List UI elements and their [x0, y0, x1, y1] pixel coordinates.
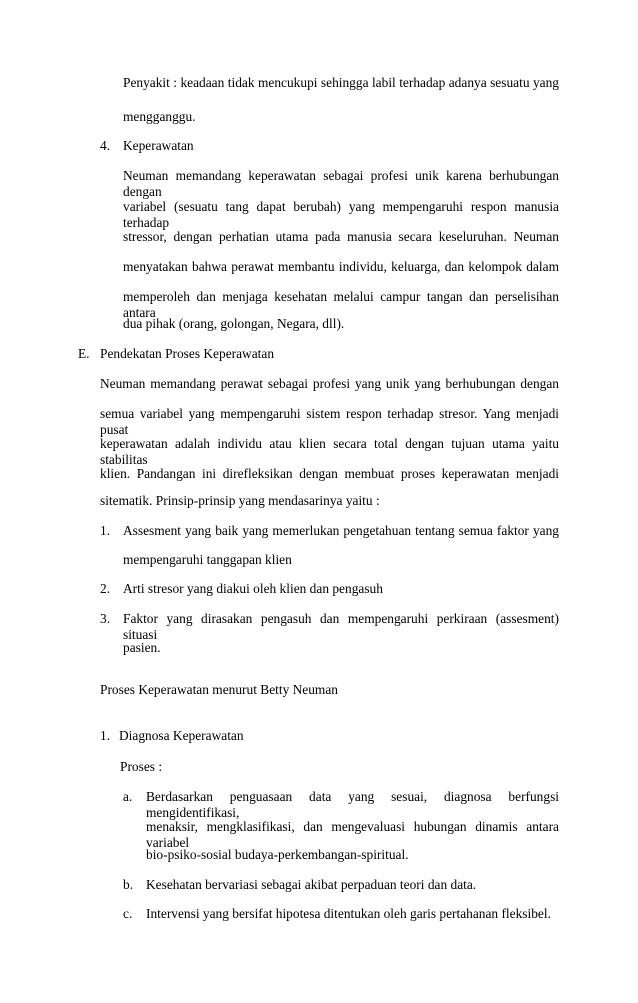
item-4-title: Keperawatan: [123, 138, 194, 153]
point-letter: a.: [123, 789, 133, 804]
subheading-betty-neuman: Proses Keperawatan menurut Betty Neuman: [100, 682, 338, 697]
principle-number: 2.: [100, 581, 111, 596]
point-line: bio-psiko-sosial budaya-perkembangan-spiritual.: [146, 847, 409, 862]
principle-number: 3.: [100, 611, 111, 626]
principle-line: mempengaruhi tanggapan klien: [123, 552, 292, 567]
principle-line: pasien.: [123, 640, 161, 655]
section-e-line: klien. Pandangan ini direfleksikan dengan membuat proses keperawatan menjadi: [100, 466, 559, 481]
item-4-number: 4.: [100, 138, 111, 153]
principle-number: 1.: [100, 523, 111, 538]
point-letter: b.: [123, 877, 134, 892]
principle-line: Arti stresor yang diakui oleh klien dan pengasuh: [123, 581, 383, 596]
diagnosis-title: Diagnosa Keperawatan: [119, 728, 244, 743]
penyakit-line-2: mengganggu.: [123, 109, 196, 124]
section-e-letter: E.: [78, 346, 90, 361]
section-e-line: semua variabel yang mempengaruhi sistem respon terhadap stresor. Yang menjadi pusat: [100, 406, 559, 437]
point-line: menaksir, mengklasifikasi, dan mengevaluasi hubungan dinamis antara variabel: [146, 819, 559, 850]
proses-label: Proses :: [120, 759, 163, 774]
item-4-line: memperoleh dan menjaga kesehatan melalui campur tangan dan perselisihan antara: [123, 289, 559, 320]
item-4-line: dua pihak (orang, golongan, Negara, dll).: [123, 316, 345, 331]
point-line: Intervensi yang bersifat hipotesa ditentukan oleh garis pertahanan fleksibel.: [146, 906, 551, 921]
item-4-line: stressor, dengan perhatian utama pada manusia secara keseluruhan. Neuman: [123, 229, 559, 244]
item-4-line: variabel (sesuatu tang dapat berubah) yang mempengaruhi respon manusia terhadap: [123, 199, 559, 230]
section-e-line: keperawatan adalah individu atau klien secara total dengan tujuan utama yaitu stabilitas: [100, 436, 559, 467]
item-4-line: menyatakan bahwa perawat membantu individu, keluarga, dan kelompok dalam: [123, 259, 559, 274]
section-e-line: sitematik. Prinsip-prinsip yang mendasarinya yaitu :: [100, 493, 380, 508]
diagnosis-number: 1.: [100, 728, 111, 743]
penyakit-line-1: Penyakit : keadaan tidak mencukupi sehingga labil terhadap adanya sesuatu yang: [123, 75, 559, 90]
section-e-title: Pendekatan Proses Keperawatan: [100, 346, 275, 361]
point-line: Kesehatan bervariasi sebagai akibat perpaduan teori dan data.: [146, 877, 477, 892]
item-4-line: Neuman memandang keperawatan sebagai profesi unik karena berhubungan dengan: [123, 168, 559, 199]
section-e-line: Neuman memandang perawat sebagai profesi yang unik yang berhubungan dengan: [100, 376, 559, 391]
principle-line: Assesment yang baik yang memerlukan pengetahuan tentang semua faktor yang: [123, 523, 559, 538]
point-letter: c.: [123, 906, 133, 921]
principle-line: Faktor yang dirasakan pengasuh dan mempengaruhi perkiraan (assesment) situasi: [123, 611, 559, 642]
point-line: Berdasarkan penguasaan data yang sesuai, diagnosa berfungsi mengidentifikasi,: [146, 789, 559, 820]
